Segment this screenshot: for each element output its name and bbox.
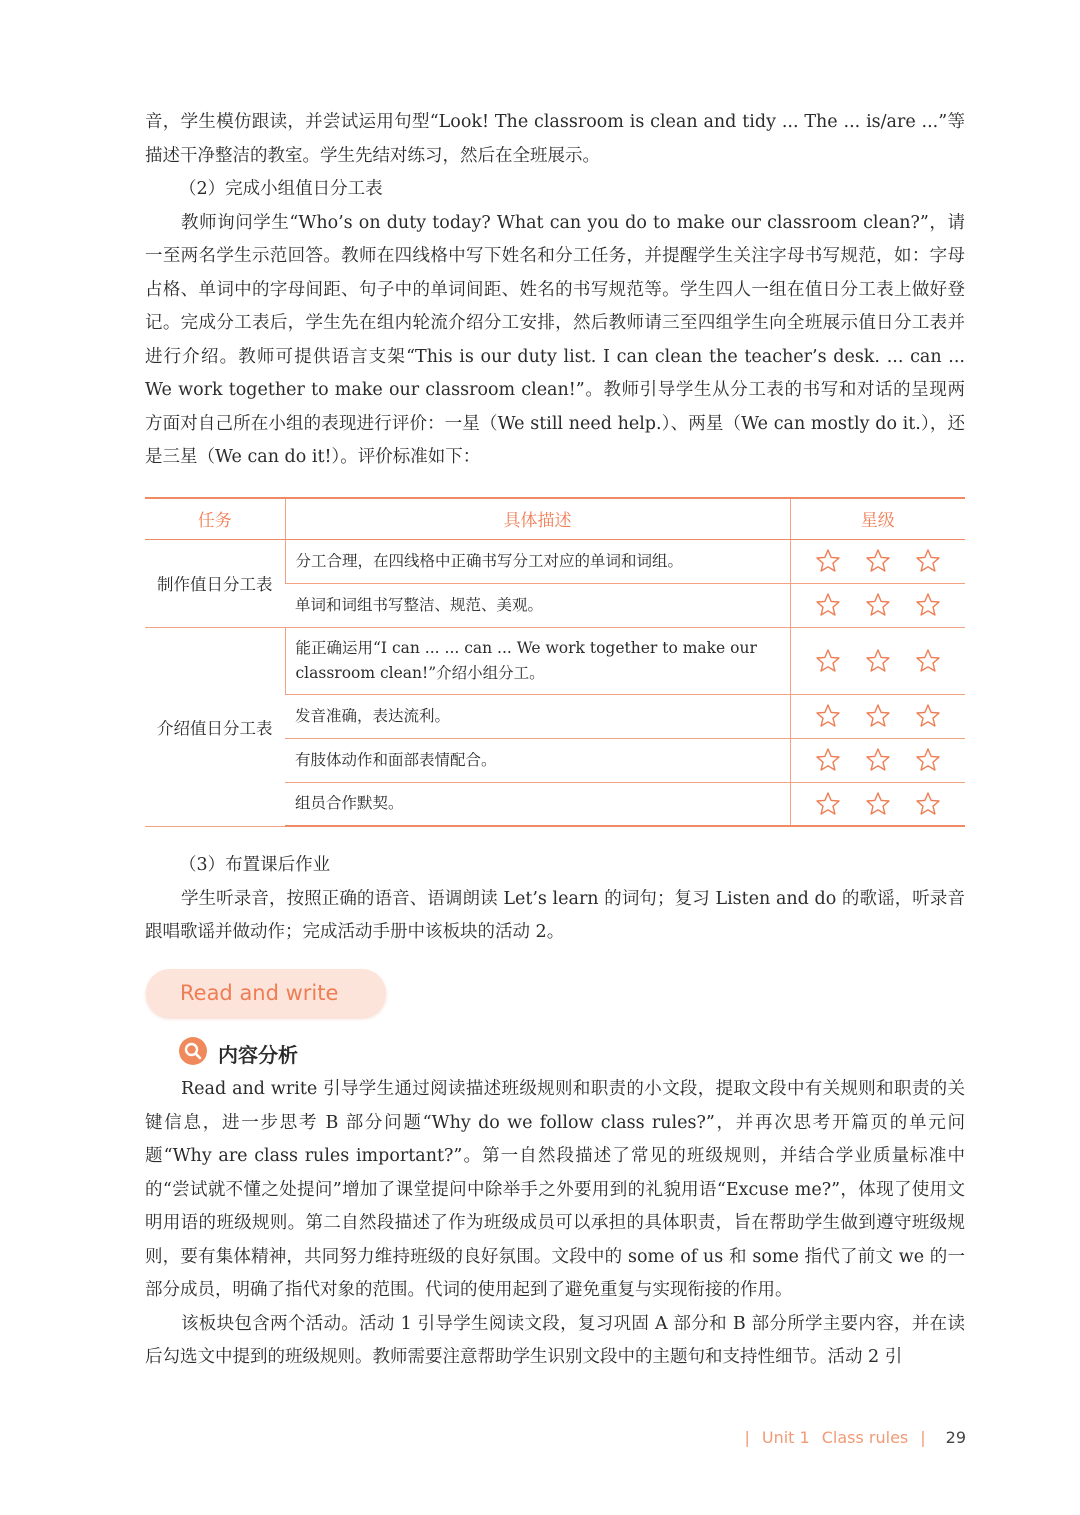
star-outline-icon[interactable] xyxy=(815,747,841,773)
analysis-heading xyxy=(178,1036,298,1070)
star-outline-icon[interactable] xyxy=(915,791,941,817)
star-row xyxy=(791,747,966,773)
star-rating[interactable] xyxy=(790,738,965,782)
star-rating[interactable] xyxy=(790,539,965,583)
star-row xyxy=(791,791,966,817)
page-footer xyxy=(744,1428,966,1447)
criterion: 组员合作默契。 xyxy=(285,782,790,826)
star-outline-icon[interactable] xyxy=(865,648,891,674)
paragraph-4: Read and write 引导学生通过阅读描述班级规则和职责的小文段，提取文段中有关规则和职责的关键信息，进一步思考 B 部分问题“Why do we follow class rules?”，并再次思考开篇页的单元问题“Why are class rules important?”。第一自然段描述了常见的班级规则，并结合学业质量标准中的“尝试就不懂之处提问”增加了课堂提问中除举手之外要用到的礼貌用语“Excuse me?”，体现了使用文明用语的班级规则。第二自然段描述了作为班级成员可以承担的具体职责，旨在帮助学生做到遵守班级规则，要有集体精神，共同努力维持班级的良好氛围。文段中的 some of us 和 some 指代了前文 we 的一部分成员，明确了指代对象的范围。代词的使用起到了避免重复与实现衔接的作用。 xyxy=(145,1079,965,1300)
subheading-2: （2）完成小组值日分工表 xyxy=(179,179,383,199)
evaluation-table xyxy=(145,497,965,828)
paragraph-1: 音，学生模仿跟读，并尝试运用句型“Look! The classroom is clean and tidy ... The ... is/are ...”等描述干净整洁的教室。学生先结对练习，然后在全班展示。 xyxy=(145,112,965,166)
star-rating[interactable] xyxy=(790,627,965,694)
section-pill-read-and-write xyxy=(146,969,386,1017)
header-task: 任务 xyxy=(145,498,285,540)
star-outline-icon[interactable] xyxy=(865,791,891,817)
section-pill-label: Read and write xyxy=(180,981,339,1005)
star-outline-icon[interactable] xyxy=(865,703,891,729)
star-outline-icon[interactable] xyxy=(815,648,841,674)
star-outline-icon[interactable] xyxy=(865,548,891,574)
subheading-3: （3）布置课后作业 xyxy=(179,855,331,875)
table-header-row xyxy=(145,498,965,540)
star-outline-icon[interactable] xyxy=(865,747,891,773)
criterion: 能正确运用“I can ... ... can ... We work together to make our classroom clean!”介绍小组分工。 xyxy=(285,627,790,694)
header-description: 具体描述 xyxy=(285,498,790,540)
footer-divider: | xyxy=(744,1428,750,1447)
upper-content xyxy=(145,106,965,950)
task-introduce-duty-list: 介绍值日分工表 xyxy=(145,627,285,826)
star-outline-icon[interactable] xyxy=(815,592,841,618)
star-rating[interactable] xyxy=(790,782,965,826)
criterion: 单词和词组书写整洁、规范、美观。 xyxy=(285,583,790,627)
star-row xyxy=(791,703,966,729)
analysis-title: 内容分析 xyxy=(218,1042,298,1067)
header-stars: 星级 xyxy=(790,498,965,540)
search-icon xyxy=(178,1036,208,1070)
star-rating[interactable] xyxy=(790,583,965,627)
star-outline-icon[interactable] xyxy=(915,747,941,773)
footer-divider: | xyxy=(920,1428,926,1447)
star-outline-icon[interactable] xyxy=(815,703,841,729)
star-rating[interactable] xyxy=(790,694,965,738)
star-outline-icon[interactable] xyxy=(915,548,941,574)
criterion: 有肢体动作和面部表情配合。 xyxy=(285,738,790,782)
footer-unit: Unit 1 xyxy=(761,1428,810,1447)
star-row xyxy=(791,648,966,674)
task-make-duty-list: 制作值日分工表 xyxy=(145,539,285,627)
paragraph-2: 教师询问学生“Who’s on duty today? What can you do to make our classroom clean?”，请一至两名学生示范回答。教师在四线格中写下姓名和分工任务，并提醒学生关注字母书写规范，如：字母占格、单词中的字母间距、句子中的单词间距、姓名的书写规范等。学生四人一组在值日分工表上做好登记。完成分工表后，学生先在组内轮流介绍分工安排，然后教师请三至四组学生向全班展示值日分工表并进行介绍。教师可提供语言支架“This is our duty list. I can clean the teacher’s desk. ... can ... We work together to make our classroom clean!”。教师引导学生从分工表的书写和对话的呈现两方面对自己所在小组的表现进行评价：一星（We still need help.）、两星（We can mostly do it.），还是三星（We can do it!）。评价标准如下： xyxy=(145,212,965,467)
table-row xyxy=(145,539,965,583)
star-outline-icon[interactable] xyxy=(915,648,941,674)
star-row xyxy=(791,592,966,618)
page-number: 29 xyxy=(945,1428,966,1447)
star-outline-icon[interactable] xyxy=(815,791,841,817)
star-outline-icon[interactable] xyxy=(915,703,941,729)
star-outline-icon[interactable] xyxy=(865,592,891,618)
footer-chapter-title: Class rules xyxy=(821,1428,909,1447)
paragraph-5: 该板块包含两个活动。活动 1 引导学生阅读文段，复习巩固 A 部分和 B 部分所学主要内容，并在读后勾选文中提到的班级规则。教师需要注意帮助学生识别文段中的主题句和支持性细节。活动 2 引 xyxy=(145,1313,965,1367)
table-row xyxy=(145,627,965,694)
criterion: 分工合理，在四线格中正确书写分工对应的单词和词组。 xyxy=(285,539,790,583)
star-outline-icon[interactable] xyxy=(815,548,841,574)
paragraph-3: 学生听录音，按照正确的语音、语调朗读 Let’s learn 的词句；复习 Listen and do 的歌谣，听录音跟唱歌谣并做动作；完成活动手册中该板块的活动 2。 xyxy=(145,888,965,942)
star-outline-icon[interactable] xyxy=(915,592,941,618)
criterion: 发音准确，表达流利。 xyxy=(285,694,790,738)
star-row xyxy=(791,548,966,574)
lower-content xyxy=(145,1073,965,1375)
